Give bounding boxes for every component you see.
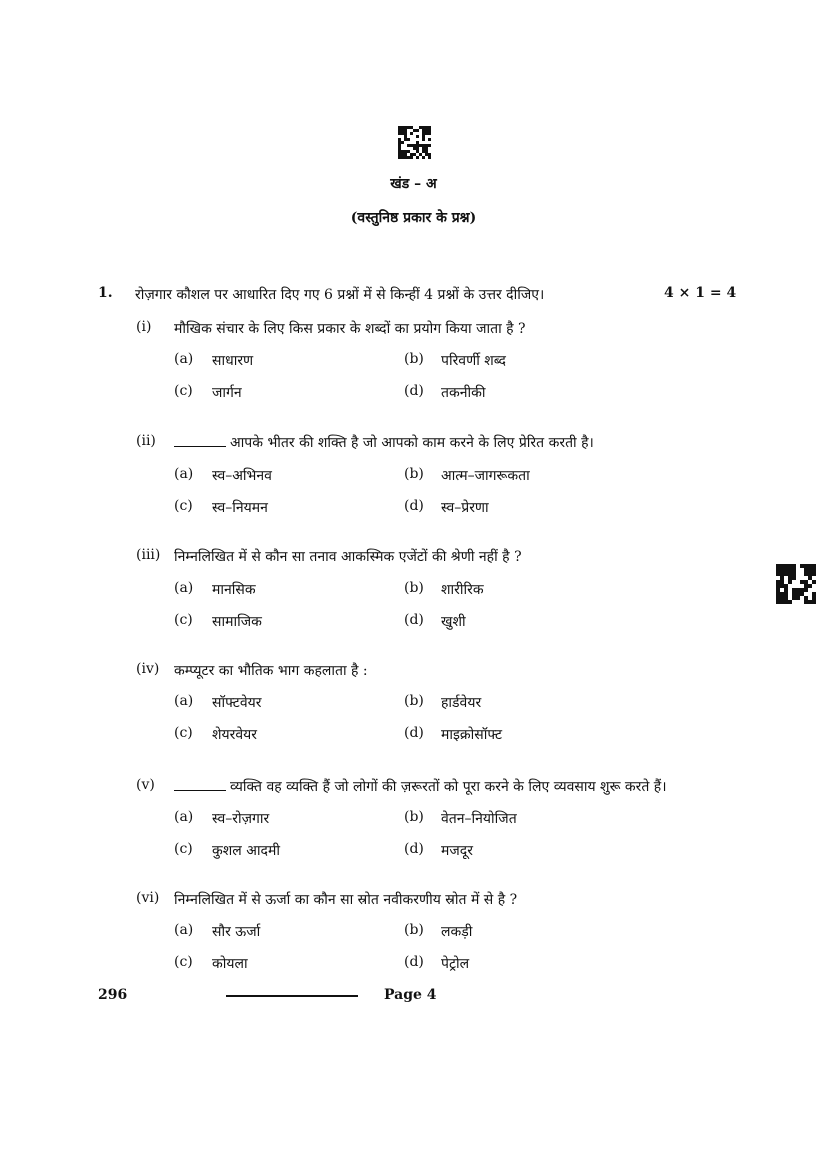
question-number: 1.	[98, 285, 113, 301]
option-text: साधारण	[212, 353, 254, 369]
option-text: कोयला	[212, 956, 248, 972]
option-label: (d)	[404, 383, 424, 399]
option-text: लकड़ी	[441, 924, 473, 940]
option-label: (c)	[174, 954, 193, 970]
option-label: (d)	[404, 954, 424, 970]
qr-code-side	[776, 564, 816, 604]
section-subtitle: (वस्तुनिष्ठ प्रकार के प्रश्न)	[350, 210, 477, 226]
part-text: निम्नलिखित में से ऊर्जा का कौन सा स्रोत नवीकरणीय स्रोत में से है ?	[174, 892, 518, 908]
option-text: सौर ऊर्जा	[212, 924, 261, 940]
option-text: स्व–रोज़गार	[212, 811, 270, 827]
part-text: आपके भीतर की शक्ति है जो आपको काम करने के लिए प्रेरित करती है।	[230, 435, 594, 451]
option-label: (d)	[404, 612, 424, 628]
option-text: तकनीकी	[441, 385, 486, 401]
part-text-line	[174, 777, 667, 796]
page-number: Page 4	[384, 987, 437, 1003]
option-label: (a)	[174, 466, 194, 482]
option-label: (b)	[404, 580, 424, 596]
option-text: सामाजिक	[212, 614, 262, 630]
option-text: माइक्रोसॉफ्ट	[441, 727, 503, 743]
option-text: शारीरिक	[441, 582, 484, 598]
part-text: कम्प्यूटर का भौतिक भाग कहलाता है :	[174, 663, 368, 679]
part-text: मौखिक संचार के लिए किस प्रकार के शब्दों का प्रयोग किया जाता है ?	[174, 321, 526, 337]
part-label: (vi)	[136, 890, 160, 906]
part-text: निम्नलिखित में से कौन सा तनाव आकस्मिक एजेंटों की श्रेणी नहीं है ?	[174, 549, 522, 565]
option-text: जार्गन	[212, 385, 242, 401]
option-text: स्व–प्रेरणा	[441, 500, 489, 516]
footer-rule	[226, 995, 358, 997]
option-label: (c)	[174, 725, 193, 741]
option-label: (c)	[174, 841, 193, 857]
option-label: (d)	[404, 841, 424, 857]
part-label: (iv)	[136, 661, 160, 677]
option-label: (c)	[174, 383, 193, 399]
part-label: (i)	[136, 319, 152, 335]
option-label: (c)	[174, 612, 193, 628]
answer-blank	[174, 434, 226, 447]
option-text: मजदूर	[441, 843, 473, 859]
option-label: (a)	[174, 922, 194, 938]
question-instruction: रोज़गार कौशल पर आधारित दिए गए 6 प्रश्नों में से किन्हीं 4 प्रश्नों के उत्तर दीजिए।	[135, 287, 545, 303]
option-text: स्व–अभिनव	[212, 468, 272, 484]
option-label: (a)	[174, 809, 194, 825]
section-title: खंड – अ	[390, 176, 437, 192]
option-label: (d)	[404, 498, 424, 514]
option-label: (a)	[174, 351, 194, 367]
question-marks: 4 × 1 = 4	[664, 285, 737, 301]
paper-code: 296	[98, 987, 128, 1003]
part-label: (ii)	[136, 433, 156, 449]
part-text-line	[174, 433, 594, 452]
option-label: (b)	[404, 809, 424, 825]
answer-blank	[174, 778, 226, 791]
option-label: (c)	[174, 498, 193, 514]
option-label: (d)	[404, 725, 424, 741]
option-text: शेयरवेयर	[212, 727, 257, 743]
part-text: व्यक्ति वह व्यक्ति हैं जो लोगों की ज़रूरतों को पूरा करने के लिए व्यवसाय शुरू करते हैं।	[230, 779, 667, 795]
option-text: वेतन–नियोजित	[441, 811, 517, 827]
option-text: खुशी	[441, 614, 466, 630]
option-label: (a)	[174, 580, 194, 596]
option-text: पेट्रोल	[441, 956, 470, 972]
option-text: स्व–नियमन	[212, 500, 268, 516]
option-text: कुशल आदमी	[212, 843, 280, 859]
option-text: सॉफ्टवेयर	[212, 695, 262, 711]
option-label: (b)	[404, 466, 424, 482]
option-label: (b)	[404, 922, 424, 938]
option-text: आत्म–जागरूकता	[441, 468, 530, 484]
option-text: हार्डवेयर	[441, 695, 482, 711]
option-text: मानसिक	[212, 582, 256, 598]
part-label: (iii)	[136, 547, 161, 563]
option-label: (a)	[174, 693, 194, 709]
part-label: (v)	[136, 777, 155, 793]
option-label: (b)	[404, 693, 424, 709]
qr-code-top	[398, 126, 431, 159]
option-text: परिवर्णी शब्द	[441, 353, 506, 369]
option-label: (b)	[404, 351, 424, 367]
